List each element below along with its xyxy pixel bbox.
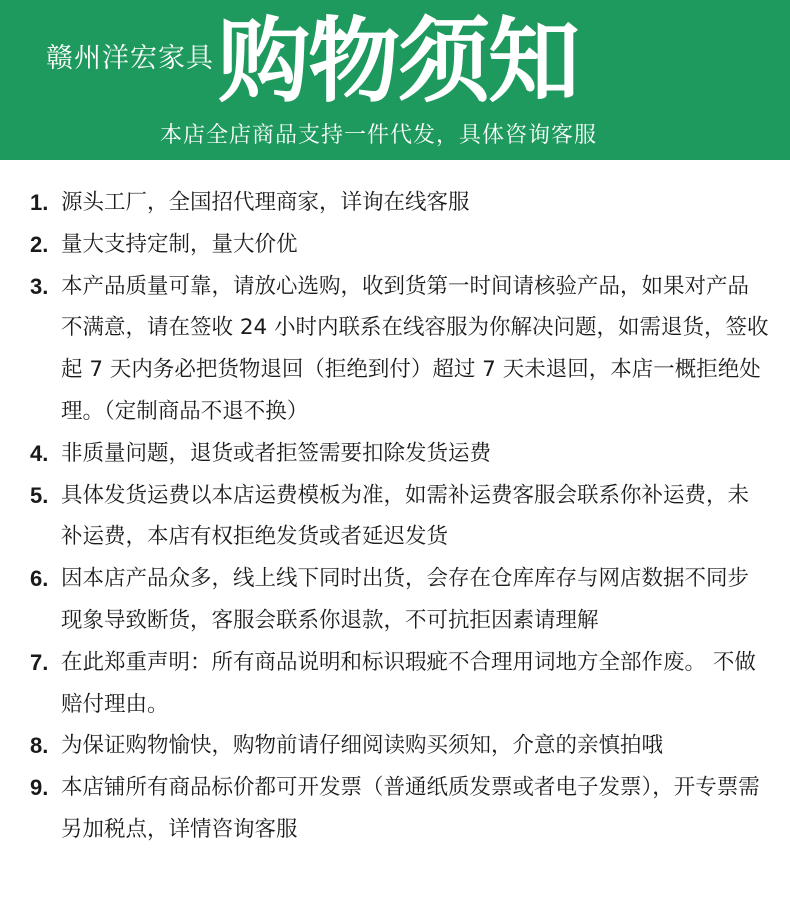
notice-text: 为保证购物愉快，购物前请仔细阅读购买须知，介意的亲慎拍哦 xyxy=(61,733,664,759)
notice-list xyxy=(30,182,770,851)
notice-text: 具体发货运费以本店运费模板为准，如需补运费客服会联系你补运费，未补运费，本店有权拒绝发货或者延迟发货 xyxy=(61,482,750,550)
notice-number: 8. xyxy=(30,733,49,759)
notice-text: 本产品质量可靠，请放心选购，收到货第一时间请核验产品，如果对产品不满意，请在签收 24 小时内联系在线容服为你解决问题，如需退货，签收起 7 天内务必把货物退回（拒绝到付）超过 7 天未退回，本店一概拒绝处理。（定制商品不退不换） xyxy=(61,273,769,424)
notice-text: 量大支持定制，量大价优 xyxy=(61,231,298,257)
notice-number: 6. xyxy=(30,566,49,592)
header-banner xyxy=(0,0,790,160)
page-subtitle: 本店全店商品支持一件代发，具体咨询客服 xyxy=(160,123,598,148)
notice-item-1 xyxy=(30,182,770,224)
notice-item-9 xyxy=(30,767,770,851)
page-title: 购物须知 xyxy=(218,8,579,115)
notice-number: 7. xyxy=(30,649,49,675)
notice-number: 9. xyxy=(30,775,49,801)
notice-number: 5. xyxy=(30,482,49,508)
notice-number: 1. xyxy=(30,190,49,215)
notice-item-5 xyxy=(30,475,770,559)
notice-item-6 xyxy=(30,558,770,642)
notice-number: 4. xyxy=(30,440,49,466)
notice-item-4 xyxy=(30,433,770,475)
notice-number: 3. xyxy=(30,273,49,299)
notice-text: 在此郑重声明：所有商品说明和标识瑕疵不合理用词地方全部作废。 不做赔付理由。 xyxy=(61,649,756,717)
notice-item-8 xyxy=(30,725,770,767)
notice-item-3 xyxy=(30,266,770,433)
notice-item-2 xyxy=(30,224,770,266)
notice-text: 源头工厂，全国招代理商家，详询在线客服 xyxy=(61,190,470,215)
shop-watermark: 赣州洋宏家具 xyxy=(46,43,214,74)
notice-text: 非质量问题，退货或者拒签需要扣除发货运费 xyxy=(61,440,492,466)
notice-item-7 xyxy=(30,642,770,726)
notice-text: 本店铺所有商品标价都可开发票（普通纸质发票或者电子发票），开专票需另加税点，详情咨询客服 xyxy=(61,775,760,842)
notice-text: 因本店产品众多，线上线下同时出货，会存在仓库库存与网店数据不同步现象导致断货，客服会联系你退款，不可抗拒因素请理解 xyxy=(61,566,750,633)
notice-number: 2. xyxy=(30,231,49,257)
